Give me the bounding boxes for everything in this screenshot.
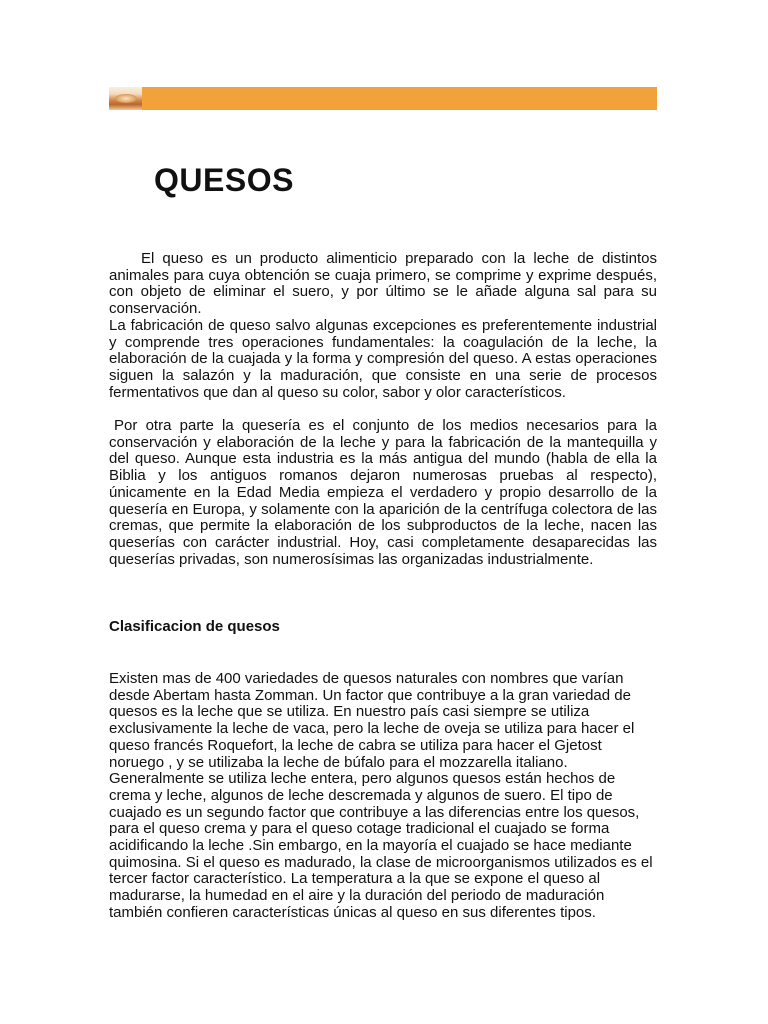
queseria-paragraph: Por otra parte la quesería es el conjunto de los medios necesarios para la conservación y elaboración de la leche y para la fabricación de la mantequilla y del queso. Aunque esta industria es la más antigua del mundo (habla de ella la Biblia y los antiguos romanos dejaron numerosas pruebas al respecto), únicamente en la Edad Media empieza el verdadero y propio desarrollo de la quesería en Europa, y solamente con la aparición de la centrífuga colectora de las cremas, que permite la elaboración de los subproductos de la leche, nacen las queserías con carácter industrial. Hoy, casi completamente desaparecidas las queserías privadas, son numerosísimas las organizadas industrialmente. [109, 417, 657, 568]
header-banner [109, 87, 657, 110]
section-heading: Clasificacion de quesos [109, 618, 280, 635]
cheese-icon [115, 94, 137, 103]
classification-paragraph: Existen mas de 400 variedades de quesos naturales con nombres que varían desde Abertam hasta Zomman. Un factor que contribuye a la gran variedad de quesos es la leche que se utiliza. En nuestro país casi siempre se utiliza exclusivamente la leche de vaca, pero la leche de oveja se utiliza para hacer el queso francés Roquefort, la leche de cabra se utiliza para hacer el Gjetost noruego , y se utilizaba la leche de búfalo para el mozzarella italiano. Generalmente se utiliza leche entera, pero algunos quesos están hechos de crema y leche, algunos de leche descremada y algunos de suero. El tipo de cuajado es un segundo factor que contribuye a las diferencias entre los quesos, para el queso crema y para el queso cotage tradicional el cuajado se forma acidificando la leche .Sin embargo, en la mayoría el cuajado se hace mediante quimosina. Si el queso es madurado, la clase de microorganismos utilizados es el tercer factor característico. La temperatura a la que se expone el queso al madurarse, la humedad en el aire y la duración del periodo de maduración también confieren características únicas al queso en sus diferentes tipos. [109, 670, 653, 921]
cheese-banner-image [109, 87, 142, 110]
fabrication-paragraph: La fabricación de queso salvo algunas excepciones es preferentemente industrial y comprende tres operaciones fundamentales: la coagulación de la leche, la elaboración de la cuajada y la forma y compresión del queso. A estas operaciones siguen la salazón y la maduración, que consiste en una serie de procesos fermentativos que dan al queso su color, sabor y olor característicos. [109, 317, 657, 401]
page-title: QUESOS [154, 162, 294, 198]
intro-paragraph: El queso es un producto alimenticio preparado con la leche de distintos animales para cuya obtención se cuaja primero, se comprime y exprime después, con objeto de eliminar el suero, y por último se le añade alguna sal para su conservación. [109, 250, 657, 318]
